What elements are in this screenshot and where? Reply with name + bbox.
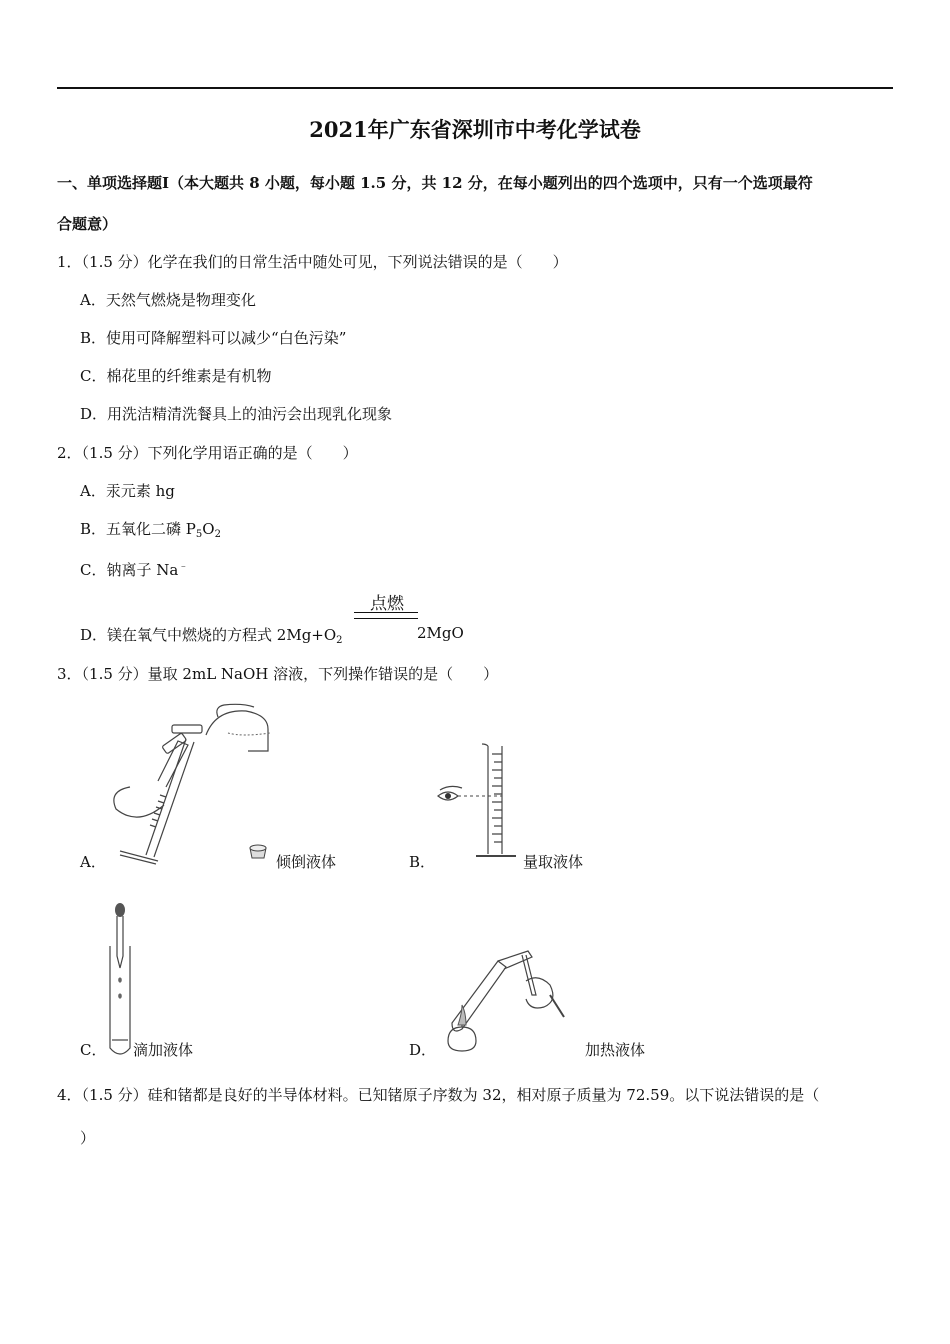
dropper-test-tube-figure [104,902,136,1060]
reaction-condition: 点燃 [370,594,404,614]
section-heading-line1: 一、单项选择题Ⅰ（本大题共 8 小题，每小题 1.5 分，共 12 分，在每小题列出的四个选项中，只有一个选项最符 [57,174,813,192]
q3-option-d-caption: 加热液体 [585,1041,646,1059]
q3-option-b-letter: B． [409,853,436,871]
q1-option-b: B．使用可降解塑料可以减少“白色污染” [80,329,347,347]
q1-option-c: C．棉花里的纤维素是有机物 [80,367,272,385]
q3-option-b-caption: 量取液体 [523,853,584,871]
q3-option-c-caption: 滴加液体 [133,1041,194,1059]
top-rule [57,87,893,89]
q2-option-c: C．钠离子 Na﹣ [80,561,189,579]
q2-option-a: A．汞元素 hg [80,482,175,500]
equation-double-bar [354,612,418,619]
q1-option-a: A．天然气燃烧是物理变化 [80,291,256,309]
q2-option-d-product: 2MgO [417,624,464,642]
q4-stem-line1: 4．（1.5 分）硅和锗都是良好的半导体材料。已知锗原子序数为 32，相对原子质量为 72.59。以下说法错误的是（ [57,1086,820,1104]
section-heading-line2: 合题意） [57,215,118,233]
bottle-stopper-icon [246,838,270,862]
q3-option-a-letter: A． [80,853,106,871]
q3-option-d-letter: D． [409,1041,437,1059]
q3-stem: 3．（1.5 分）量取 2mL NaOH 溶液，下列操作错误的是（ ） [57,665,499,683]
q4-stem-line2: ） [80,1129,96,1147]
q3-option-c-letter: C． [80,1041,107,1059]
q2-option-b: B．五氧化二磷 $P_5O_2$ [80,520,221,540]
q3-option-a-caption: 倾倒液体 [276,853,337,871]
page-title: 2021年广东省深圳市中考化学试卷 [309,117,641,142]
q1-stem: 1．（1.5 分）化学在我们的日常生活中随处可见，下列说法错误的是（ ） [57,253,568,271]
q1-option-d: D．用洗洁精清洗餐具上的油污会出现乳化现象 [80,405,393,423]
graduated-cylinder-figure [432,742,522,864]
q2-option-d: D．镁在氧气中燃烧的方程式 $2Mg+O_2$ [80,626,343,646]
heating-liquid-figure [438,945,578,1060]
q2-stem: 2．（1.5 分）下列化学用语正确的是（ ） [57,444,358,462]
